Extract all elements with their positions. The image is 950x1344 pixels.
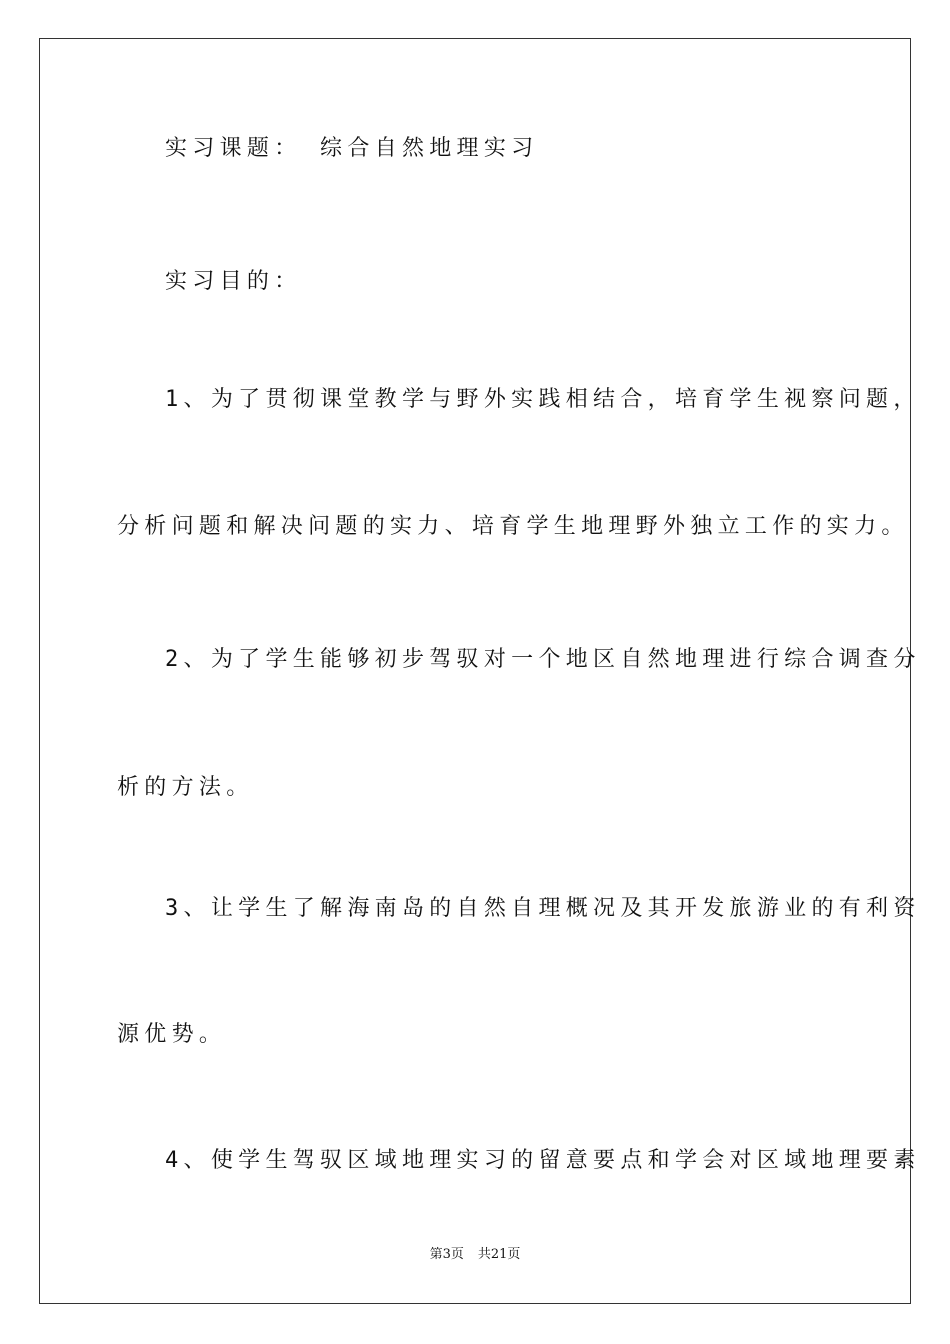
page-frame [39, 38, 921, 1304]
page-footer [40, 1247, 910, 1263]
page-number-current: 第3页 [429, 1247, 464, 1262]
text-line-purpose-2-start: 2、为了学生能够初步驾驭对一个地区自然地理进行综合调查分 [165, 647, 921, 672]
page-number-total: 共21页 [477, 1247, 521, 1262]
text-line-purpose-1-start: 1、为了贯彻课堂教学与野外实践相结合，培育学生视察问题， [165, 387, 921, 412]
text-line-purpose-3-cont: 源优势。 [117, 1022, 227, 1047]
text-line-internship-topic: 实习课题： 综合自然地理实习 [165, 136, 539, 161]
text-line-internship-purpose-heading: 实习目的： [165, 269, 302, 294]
text-line-purpose-2-cont: 析的方法。 [117, 775, 254, 800]
text-line-purpose-4-start: 4、使学生驾驭区域地理实习的留意要点和学会对区域地理要素 [165, 1148, 921, 1173]
text-line-purpose-3-start: 3、让学生了解海南岛的自然自理概况及其开发旅游业的有利资 [165, 896, 921, 921]
text-line-purpose-1-cont: 分析问题和解决问题的实力、培育学生地理野外独立工作的实力。 [117, 514, 909, 539]
